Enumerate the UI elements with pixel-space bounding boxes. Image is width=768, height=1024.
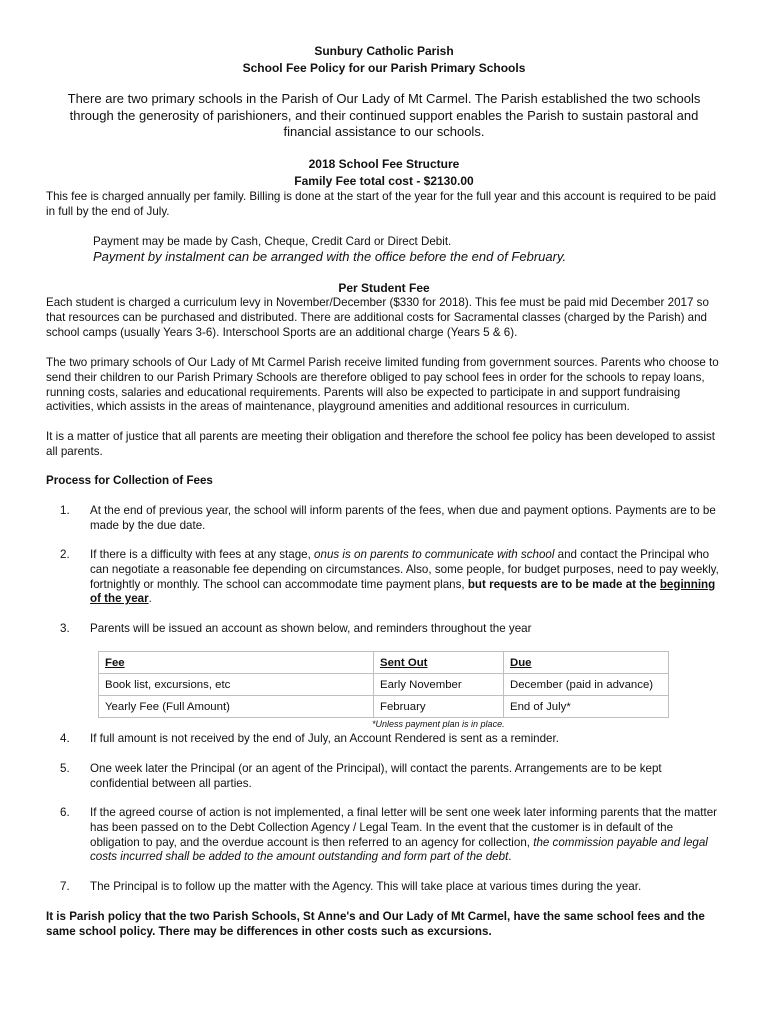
parish-title: Sunbury Catholic Parish — [314, 44, 454, 58]
column-header-fee: Fee — [99, 652, 374, 674]
emphasis-text: onus is on parents to communicate with school — [314, 548, 555, 561]
policy-statement: It is Parish policy that the two Parish Schools, St Anne's and Our Lady of Mt Carmel, have the same school fees and the same school policy. There may be differences in other costs such as excursions. — [46, 910, 705, 938]
list-number: 4. — [60, 732, 70, 745]
per-student-heading: Per Student Fee — [338, 281, 430, 295]
family-fee-heading: Family Fee total cost - $2130.00 — [294, 174, 474, 188]
fee-schedule-table — [98, 651, 669, 718]
text-run: If there is a difficulty with fees at any stage, — [90, 548, 315, 561]
table-row — [99, 696, 669, 718]
text-run: . — [148, 592, 152, 606]
table-cell: End of July* — [504, 696, 669, 718]
text-run: If the agreed course of action is not implemented, a final letter will be sent one week later informing parents that the matter has been passed on to the Debt Collection Agency / Legal Team. In the event that the customer is in default of the obligation to pay, and the overdue account is then referred to an agency for collection, — [90, 806, 718, 849]
table-cell: Yearly Fee (Full Amount) — [99, 696, 374, 718]
list-number: 1. — [60, 504, 70, 517]
list-text: Parents will be issued an account as shown below, and reminders throughout the year — [90, 622, 532, 635]
table-header-row — [99, 652, 669, 674]
column-header-sent-out: Sent Out — [374, 652, 504, 674]
list-number: 2. — [60, 548, 70, 561]
emphasis-text: the commission payable and legal costs incurred shall be added to the amount outstanding and form part of the debt — [90, 835, 708, 864]
column-header-due: Due — [504, 652, 669, 674]
table-cell: Early November — [374, 674, 504, 696]
policy-title: School Fee Policy for our Parish Primary Schools — [242, 61, 526, 75]
family-fee-description: This fee is charged annually per family. Billing is done at the start of the year for the full year and this account is required to be paid in full by the end of July. — [46, 190, 717, 218]
table-footnote: *Unless payment plan is in place. — [372, 719, 505, 729]
list-text: At the end of previous year, the school will inform parents of the fees, when due and payment options. Payments are to be made by the due date. — [90, 504, 716, 532]
list-text: The Principal is to follow up the matter with the Agency. This will take place at various times during the year. — [90, 880, 642, 893]
list-number: 7. — [60, 880, 70, 893]
justice-paragraph: It is a matter of justice that all parents are meeting their obligation and therefore the school fee policy has been developed to assist all parents. — [46, 430, 715, 458]
text-run: and contact the Principal who can negotiate a reasonable fee depending on circumstances. Also, some people, for budget purposes, need to pay weekly, fortnightly or monthly. The school can accommodate time payment plans, — [90, 548, 719, 591]
bold-underline-text: beginning of the year — [90, 577, 716, 606]
payment-methods: Payment may be made by Cash, Cheque, Credit Card or Direct Debit. — [93, 235, 452, 248]
bold-text: but requests are to be made at the — [467, 577, 660, 591]
text-run: . — [508, 850, 512, 864]
list-number: 5. — [60, 762, 70, 775]
list-number: 6. — [60, 806, 70, 819]
table-cell: December (paid in advance) — [504, 674, 669, 696]
list-text — [90, 548, 722, 607]
instalment-note: Payment by instalment can be arranged with the office before the end of February. — [93, 249, 567, 264]
funding-paragraph: The two primary schools of Our Lady of Mt Carmel Parish receive limited funding from government sources. Parents who choose to send their children to our Parish Primary Schools are therefore obliged to pay school fees in order for the schools to repay loans, running costs, salaries and educational requirements. Parents will also be expected to participate in and support fundraising activities, which assists in the areas of maintenance, playground amenities and additional resources in curriculum. — [46, 356, 719, 414]
intro-paragraph: There are two primary schools in the Parish of Our Lady of Mt Carmel. The Parish established the two schools through the generosity of parishioners, and their continued support enables the Parish to sustain pastoral and financial assistance to our schools. — [67, 91, 701, 140]
per-student-paragraph: Each student is charged a curriculum levy in November/December ($330 for 2018). This fee must be paid mid December 2017 so that resources can be purchased and distributed. There are additional costs for Sacramental classes (charged by the Parish) and school camps (usually Years 3-6). Interschool Sports are an additional charge (Years 5 & 6). — [46, 296, 709, 339]
table-cell: February — [374, 696, 504, 718]
process-heading: Process for Collection of Fees — [46, 474, 213, 487]
list-text: One week later the Principal (or an agent of the Principal), will contact the parents. Arrangements are to be kept confidential between all parties. — [90, 762, 662, 790]
list-text — [90, 806, 722, 865]
table-row — [99, 674, 669, 696]
list-number: 3. — [60, 622, 70, 635]
list-text: If full amount is not received by the end of July, an Account Rendered is sent as a reminder. — [90, 732, 559, 745]
table-cell: Book list, excursions, etc — [99, 674, 374, 696]
fee-structure-heading: 2018 School Fee Structure — [308, 157, 460, 171]
